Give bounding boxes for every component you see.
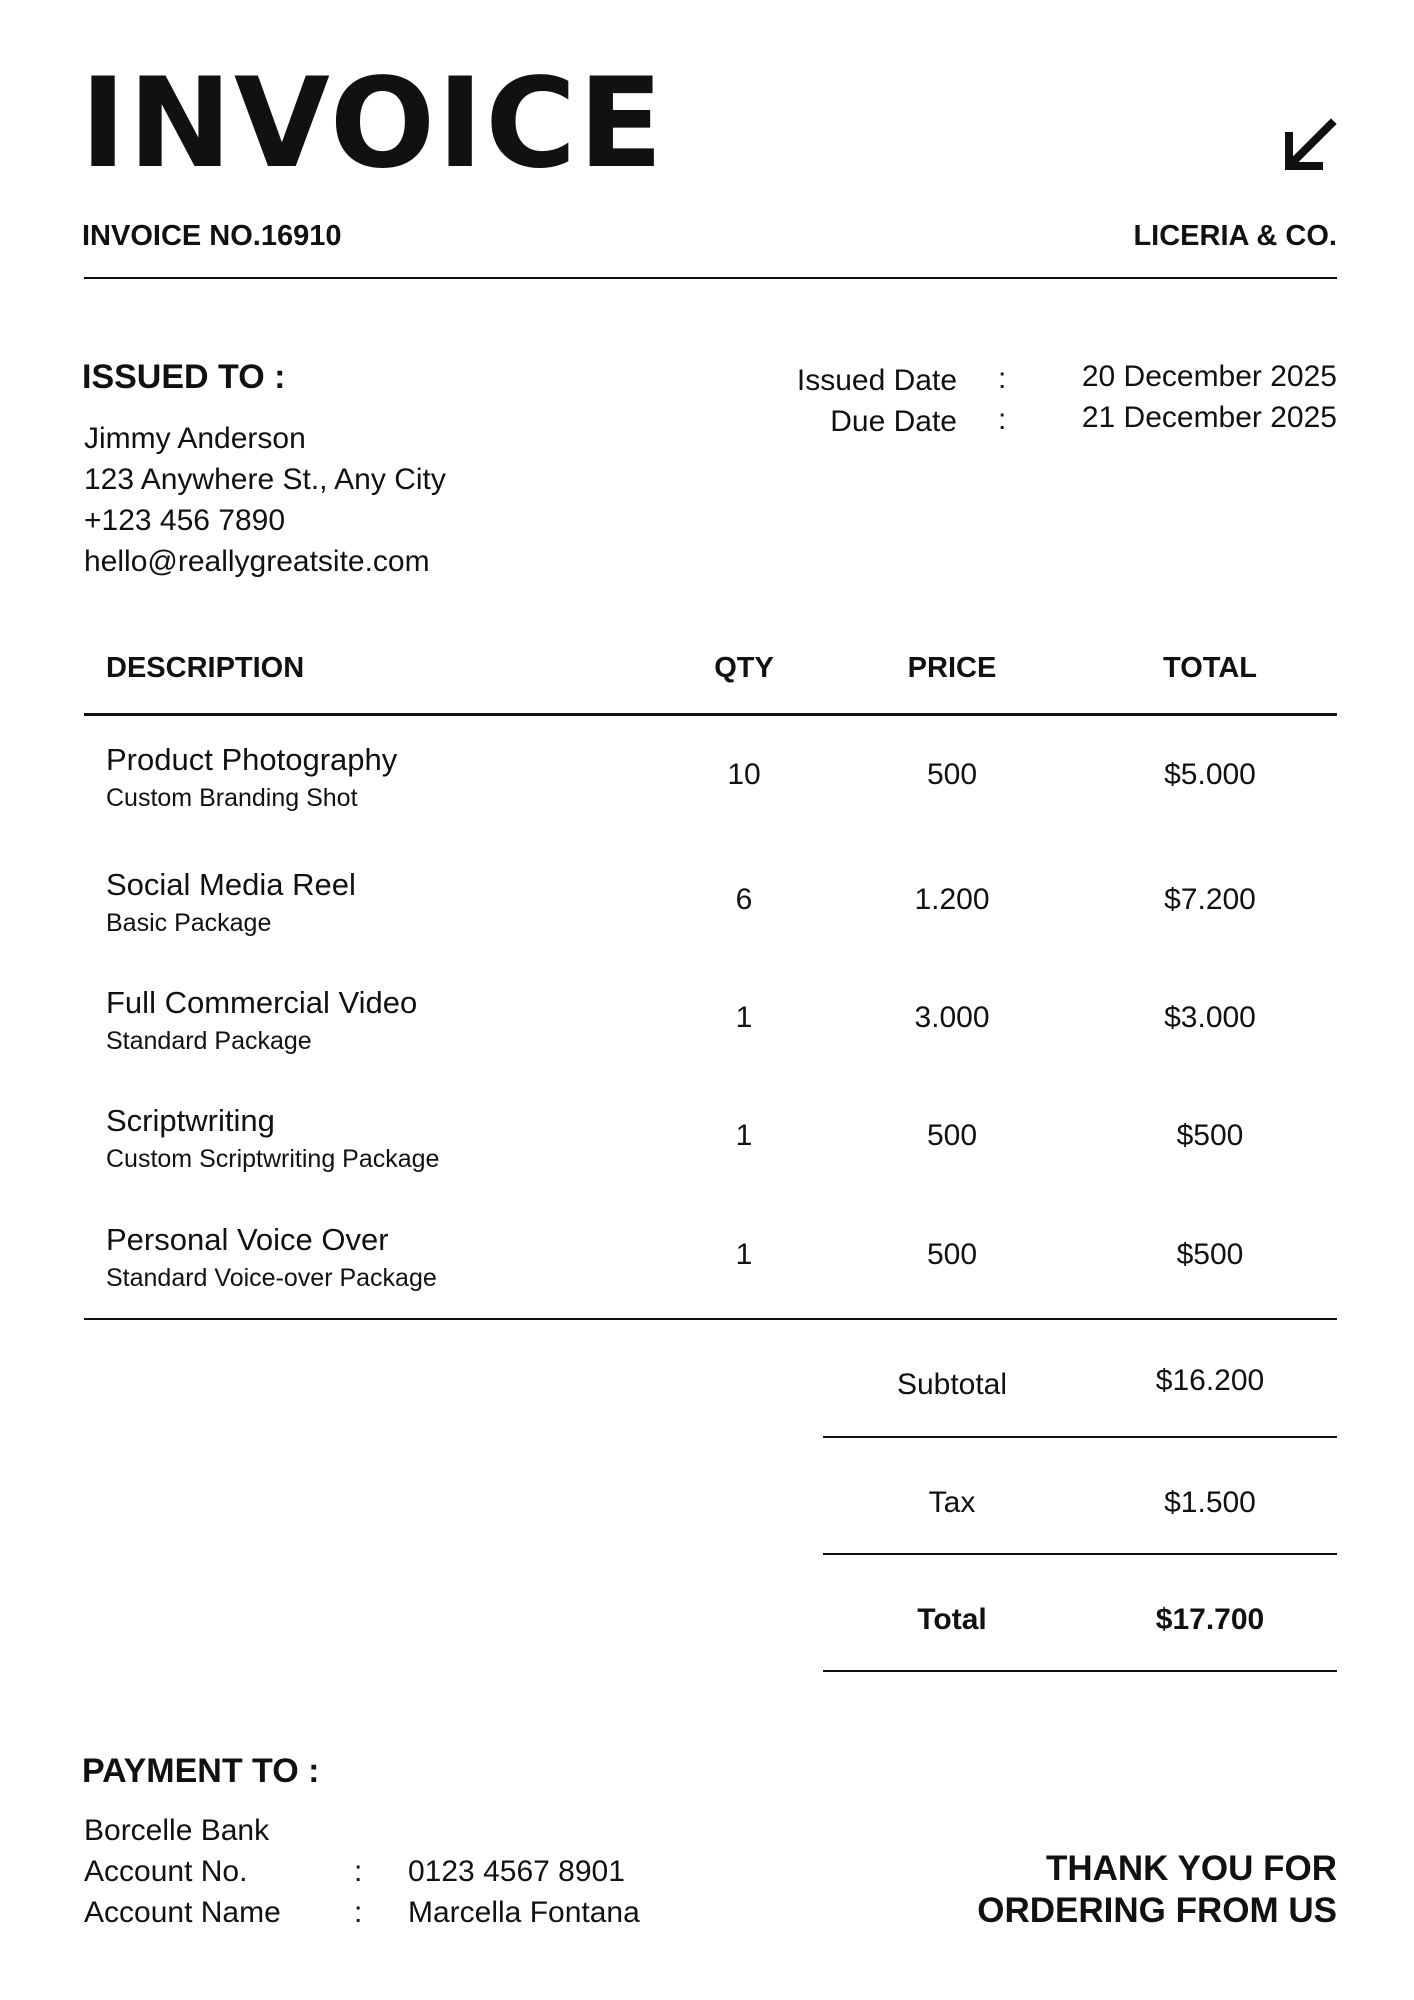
item-name: Personal Voice Over (106, 1222, 389, 1257)
item-total: $7.200 (1164, 883, 1256, 916)
account-name-separator: : (354, 1896, 363, 1929)
item-description: Standard Voice-over Package (106, 1264, 437, 1292)
subtotal-divider (823, 1436, 1337, 1438)
item-name: Scriptwriting (106, 1103, 275, 1138)
column-header-description: DESCRIPTION (106, 652, 305, 684)
tax-value: $1.500 (1164, 1486, 1256, 1519)
item-qty: 1 (735, 1119, 753, 1152)
item-price: 3.000 (914, 1001, 990, 1034)
issued-date-value: 20 December 2025 (1081, 360, 1337, 393)
client-email: hello@reallygreatsite.com (84, 545, 430, 578)
account-no-value: 0123 4567 8901 (408, 1855, 625, 1888)
subtotal-value: $16.200 (1155, 1364, 1265, 1397)
tax-divider (823, 1553, 1337, 1555)
item-price: 1.200 (914, 883, 990, 916)
invoice-title: INVOICE (80, 52, 665, 196)
account-no-label: Account No. (84, 1855, 248, 1888)
header-divider (84, 277, 1337, 279)
item-name: Product Photography (106, 742, 398, 777)
column-header-price: PRICE (907, 652, 997, 684)
payment-labels (84, 1810, 281, 1933)
total-value: $17.700 (1155, 1603, 1265, 1636)
thank-you-line-1: THANK YOU FOR (1045, 1849, 1337, 1888)
item-total: $500 (1176, 1119, 1244, 1152)
item-qty: 1 (735, 1001, 753, 1034)
issued-date-label: Issued Date (796, 364, 957, 397)
thank-you-line-2: ORDERING FROM US (977, 1891, 1337, 1930)
item-name: Social Media Reel (106, 867, 356, 902)
payment-values (408, 1851, 640, 1933)
client-phone: +123 456 7890 (84, 504, 286, 537)
client-name: Jimmy Anderson (84, 422, 306, 455)
item-price: 500 (926, 1119, 978, 1152)
date-values (1082, 356, 1337, 438)
company-name: LICERIA & CO. (1133, 220, 1337, 252)
issued-to-heading: ISSUED TO : (82, 358, 286, 396)
date-separators (998, 358, 1006, 440)
item-name: Full Commercial Video (106, 985, 418, 1020)
column-header-total: TOTAL (1163, 652, 1257, 684)
item-description: Custom Branding Shot (106, 784, 358, 812)
due-date-value: 21 December 2025 (1081, 401, 1337, 434)
table-bottom-divider (84, 1318, 1337, 1320)
due-date-label: Due Date (830, 405, 957, 438)
item-description: Custom Scriptwriting Package (106, 1145, 440, 1173)
item-qty: 1 (735, 1238, 753, 1271)
item-total: $3.000 (1164, 1001, 1256, 1034)
item-description: Standard Package (106, 1027, 312, 1055)
arrow-down-left-icon (1283, 118, 1337, 172)
payment-separators (354, 1851, 362, 1933)
bank-name: Borcelle Bank (84, 1814, 270, 1847)
table-header-divider (84, 713, 1337, 716)
item-description: Basic Package (106, 909, 272, 937)
item-qty: 10 (727, 758, 761, 791)
tax-label: Tax (928, 1486, 976, 1519)
table-row (0, 1103, 1414, 1213)
column-header-qty: QTY (714, 652, 774, 684)
total-divider (823, 1670, 1337, 1672)
date-labels (797, 360, 957, 442)
total-label: Total (917, 1603, 987, 1636)
item-qty: 6 (735, 883, 753, 916)
item-total: $5.000 (1164, 758, 1256, 791)
table-row (0, 867, 1414, 977)
item-price: 500 (926, 758, 978, 791)
item-total: $500 (1176, 1238, 1244, 1271)
thank-you-message (977, 1848, 1337, 1932)
client-address: 123 Anywhere St., Any City (84, 463, 446, 496)
account-no-separator: : (354, 1855, 363, 1888)
client-details (84, 418, 446, 582)
account-name-value: Marcella Fontana (408, 1896, 640, 1929)
item-price: 500 (926, 1238, 978, 1271)
account-name-label: Account Name (84, 1896, 281, 1929)
table-row (0, 985, 1414, 1095)
invoice-number: INVOICE NO.16910 (82, 220, 342, 252)
issued-date-separator: : (998, 362, 1007, 395)
payment-to-heading: PAYMENT TO : (82, 1752, 320, 1790)
table-row (0, 1222, 1414, 1332)
due-date-separator: : (998, 403, 1007, 436)
subtotal-label: Subtotal (896, 1368, 1008, 1401)
table-row (0, 742, 1414, 852)
